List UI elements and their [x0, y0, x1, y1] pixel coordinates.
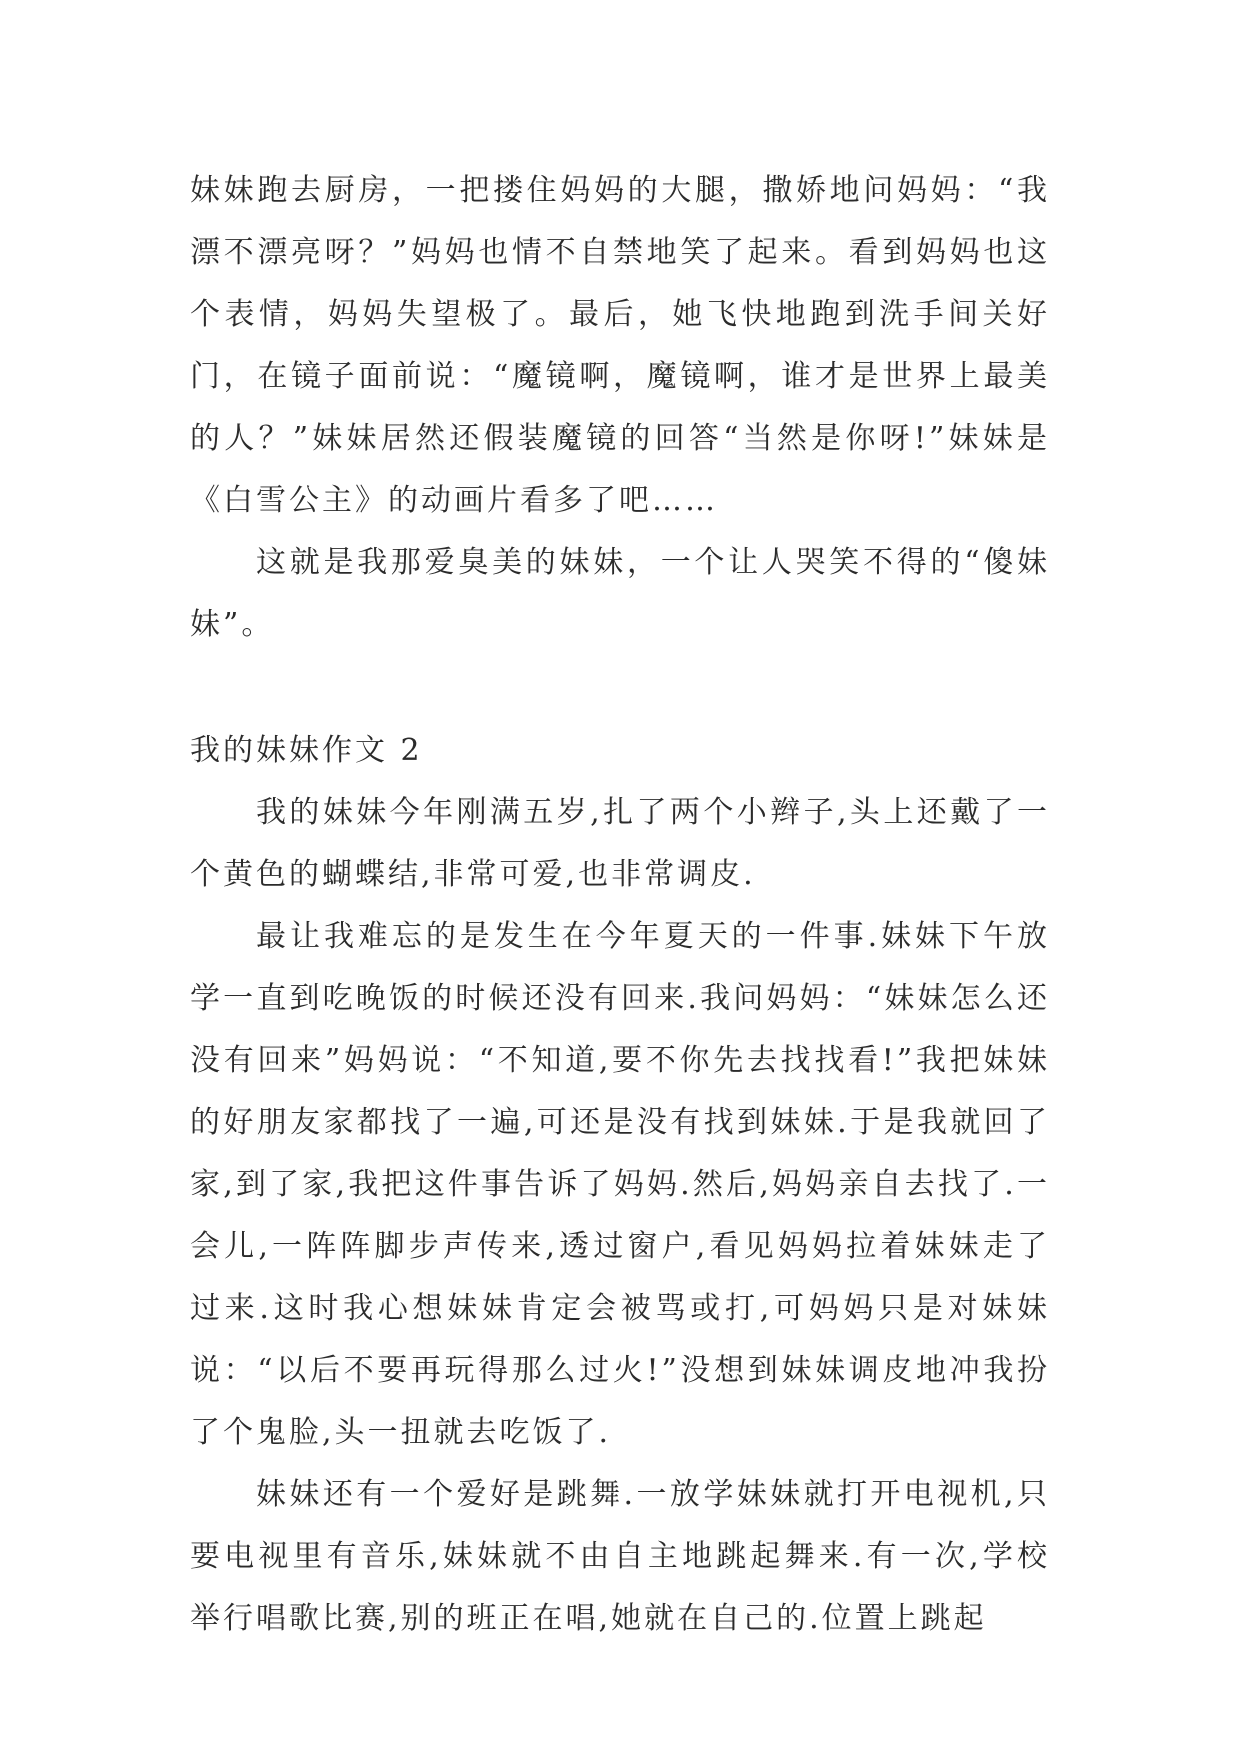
paragraph-closing: 这就是我那爱臭美的妹妹，一个让人哭笑不得的“傻妹妹”。: [190, 545, 1050, 642]
paragraph-continuation: 妹妹跑去厨房，一把搂住妈妈的大腿，撒娇地问妈妈：“我漂不漂亮呀？”妈妈也情不自禁地笑了起来。看到妈妈也这个表情，妈妈失望极了。最后，她飞快地跑到洗手间关好门，在镜子面前说：“魔镜啊，魔镜啊，谁才是世界上最美的人？”妹妹居然还假装魔镜的回答“当然是你呀!”妹妹是《白雪公主》的动画片看多了吧……: [190, 173, 1050, 518]
paragraph-story: 最让我难忘的是发生在今年夏天的一件事.妹妹下午放学一直到吃晚饭的时候还没有回来.我问妈妈：“妹妹怎么还没有回来”妈妈说：“不知道,要不你先去找找看!”我把妹妹的好朋友家都找了一遍,可还是没有找到妹妹.于是我就回了家,到了家,我把这件事告诉了妈妈.然后,妈妈亲自去找了.一会儿,一阵阵脚步声传来,透过窗户,看见妈妈拉着妹妹走了过来.这时我心想妹妹肯定会被骂或打,可妈妈只是对妹妹说：“以后不要再玩得那么过火!”没想到妹妹调皮地冲我扮了个鬼脸,头一扭就去吃饭了.: [190, 919, 1050, 1450]
paragraph-dance: 妹妹还有一个爱好是跳舞.一放学妹妹就打开电视机,只要电视里有音乐,妹妹就不由自主地跳起舞来.有一次,学校举行唱歌比赛,别的班正在唱,她就在自己的.位置上跳起: [190, 1477, 1050, 1636]
section-title: 我的妹妹作文 2: [190, 733, 423, 768]
document-body: [190, 160, 1050, 1650]
section-spacer: [190, 656, 1050, 720]
paragraph-intro: 我的妹妹今年刚满五岁,扎了两个小辫子,头上还戴了一个黄色的蝴蝶结,非常可爱,也非常调皮.: [190, 795, 1050, 892]
